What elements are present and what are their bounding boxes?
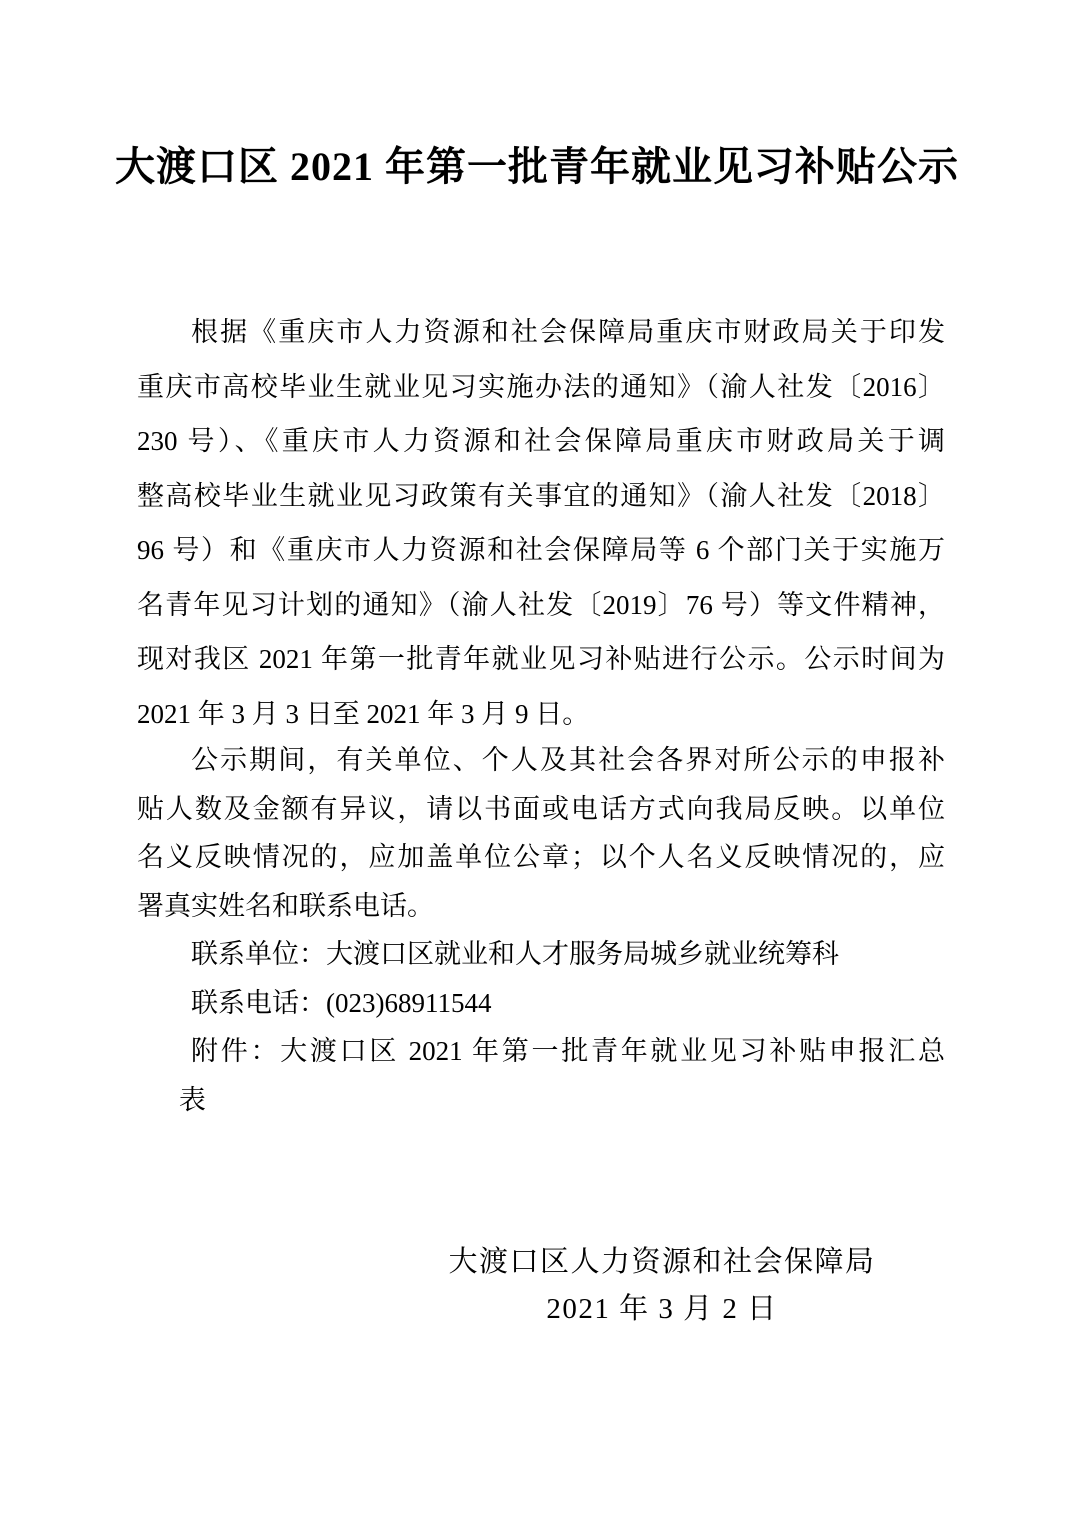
paragraph-objection-notice [137,736,945,930]
body-line: 根据《重庆市人力资源和社会保障局重庆市财政局关于印发 [191,317,945,347]
body-line: 名义反映情况的，应加盖单位公章；以个人名义反映情况的，应 [137,842,945,872]
paragraph-legal-basis [137,305,945,741]
attachment-line: 附件：大渡口区 2021 年第一批青年就业见习补贴申报汇总 [191,1036,945,1066]
body-line: 现对我区 2021 年第一批青年就业见习补贴进行公示。公示时间为 [137,644,945,674]
body-line: 整高校毕业生就业见习政策有关事宜的通知》（渝人社发〔2018〕 [137,480,945,511]
paragraph-contact-attachment [137,930,945,1124]
body-line: 名青年见习计划的通知》（渝人社发〔2019〕76 号）等文件精神， [137,589,945,620]
signature-date: 2021 年 3 月 2 日 [546,1293,778,1325]
contact-unit-line: 联系单位：大渡口区就业和人才服务局城乡就业统筹科 [191,939,839,969]
body-line: 2021 年 3 月 3 日至 2021 年 3 月 9 日。 [137,698,590,729]
signature-org: 大渡口区人力资源和社会保障局 [448,1246,876,1278]
body-line: 贴人数及金额有异议，请以书面或电话方式向我局反映。以单位 [137,793,945,824]
body-line: 230 号）、《重庆市人力资源和社会保障局重庆市财政局关于调 [137,426,945,456]
contact-phone-line: 联系电话：(023)68911544 [191,987,492,1018]
attachment-line-continuation: 表 [178,1084,206,1115]
body-line: 署真实姓名和联系电话。 [137,890,434,921]
document-title: 大渡口区 2021 年第一批青年就业见习补贴公示 [115,144,959,189]
body-line: 重庆市高校毕业生就业见习实施办法的通知》（渝人社发〔2016〕 [137,371,945,402]
signature-block [250,1239,1074,1333]
body-line: 96 号）和《重庆市人力资源和社会保障局等 6 个部门关于实施万 [137,535,945,565]
body-line: 公示期间，有关单位、个人及其社会各界对所公示的申报补 [191,745,945,775]
